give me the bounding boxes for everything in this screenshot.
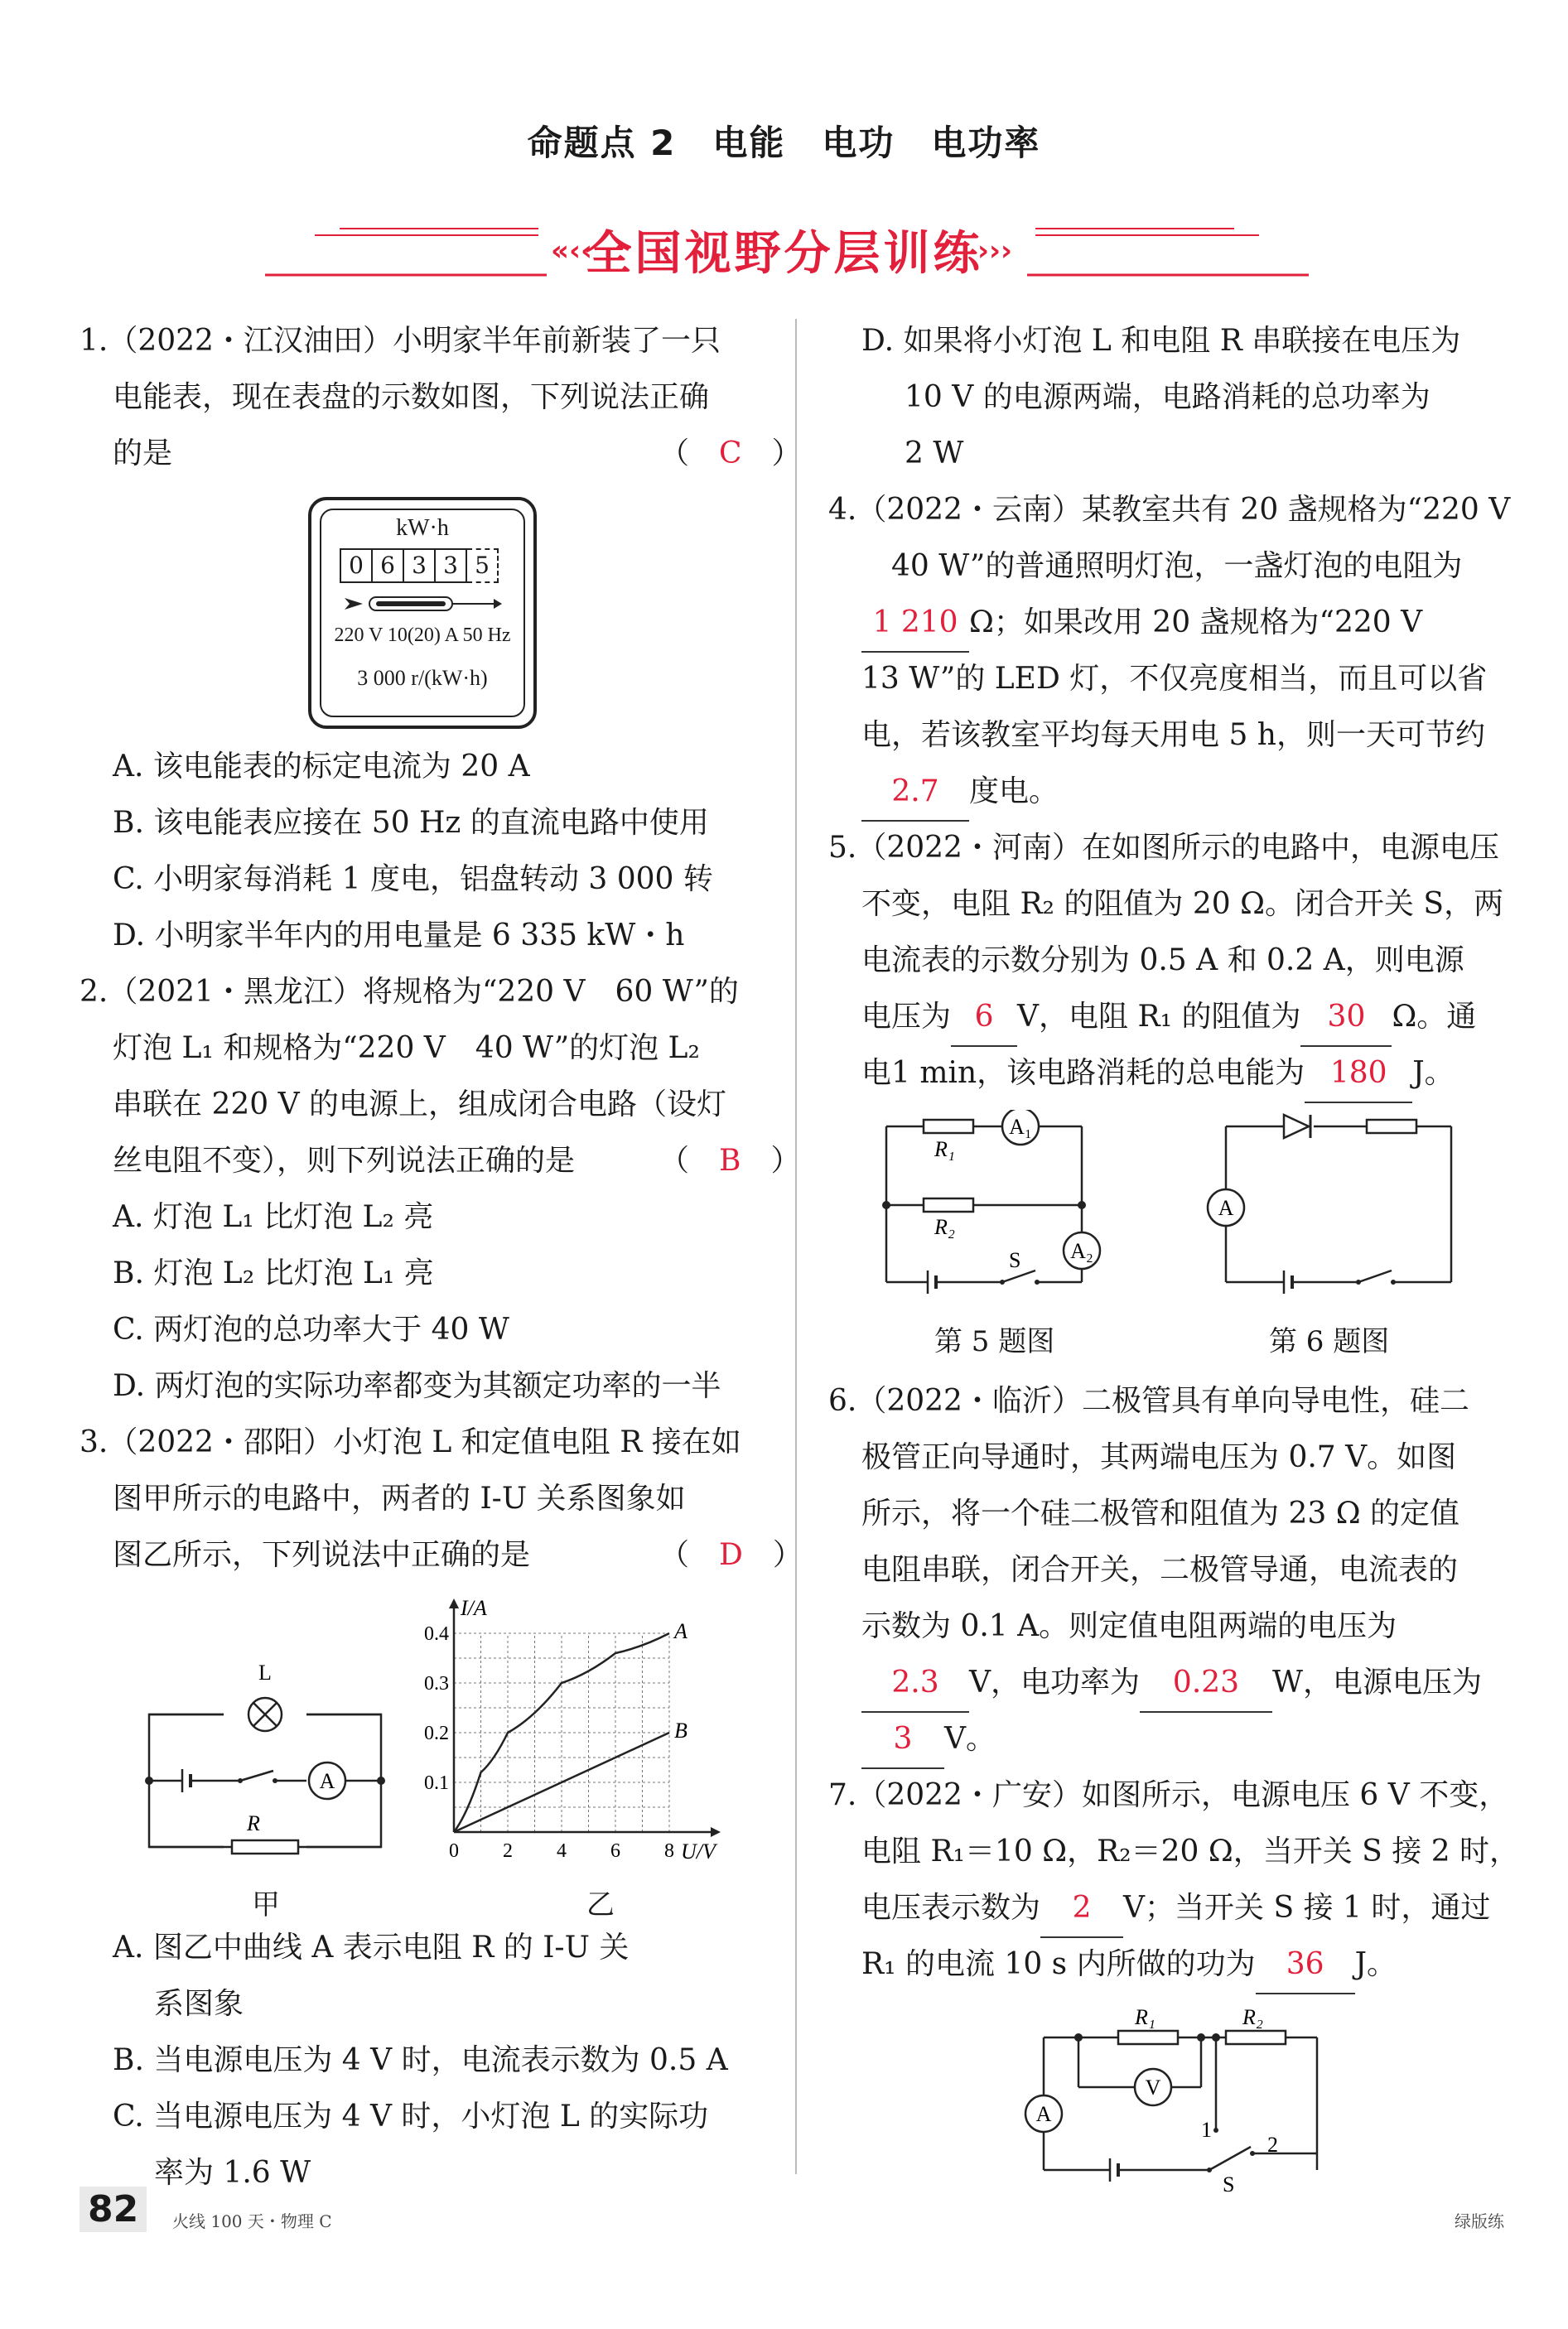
column-divider bbox=[795, 319, 797, 2174]
resistor-icon bbox=[232, 1840, 298, 1854]
q5-r1-label: R₁ bbox=[934, 1137, 955, 1161]
q7-line1: 7.（2022・广安）如图所示，电源电压 6 V 不变， bbox=[828, 1778, 1509, 1812]
q2-line1: 2.（2021・黑龙江）将规格为“220 V 60 W”的 bbox=[80, 975, 739, 1009]
q5-switch-label: S bbox=[1009, 1248, 1021, 1272]
q5-a1-label: A₁ bbox=[1009, 1115, 1032, 1139]
q2-option-a: A. 灯泡 L₁ 比灯泡 L₂ 亮 bbox=[113, 1200, 434, 1234]
q2-option-b: B. 灯泡 L₂ 比灯泡 L₁ 亮 bbox=[113, 1256, 434, 1290]
q6-circuit-diagram bbox=[1193, 1110, 1466, 1300]
chart-x-tick-label: 2 bbox=[503, 1840, 513, 1862]
q6-line7-text: V。 bbox=[944, 1722, 996, 1756]
q1-line3: 的是 bbox=[113, 436, 173, 470]
chart-y-arrow-icon bbox=[449, 1598, 459, 1608]
q2-option-c: C. 两灯泡的总功率大于 40 W bbox=[113, 1313, 509, 1347]
q6-fig-caption: 第 6 题图 bbox=[1269, 1325, 1390, 1358]
q3-option-c-line1: C. 当电源电压为 4 V 时，小灯泡 L 的实际功 bbox=[113, 2100, 709, 2134]
q3-line2: 图甲所示的电路中，两者的 I-U 关系图象如 bbox=[113, 1482, 686, 1516]
q6-line2: 极管正向导通时，其两端电压为 0.7 V。如图 bbox=[861, 1440, 1457, 1474]
q4-blank-2: 2.7 bbox=[861, 764, 969, 822]
footer-book-title: 火线 100 天・物理 C bbox=[172, 2211, 332, 2231]
q5-a2-label: A₂ bbox=[1070, 1239, 1093, 1263]
q5-r2-label: R₂ bbox=[934, 1215, 955, 1239]
q3-line1: 3.（2022・邵阳）小灯泡 L 和定值电阻 R 接在如 bbox=[80, 1425, 741, 1459]
q7-terminal-1: 1 bbox=[1201, 2118, 1212, 2142]
q6-line4: 电阻串联，闭合开关，二极管导通，电流表的 bbox=[861, 1553, 1459, 1587]
q2-option-d: D. 两灯泡的实际功率都变为其额定功率的一半 bbox=[113, 1369, 721, 1403]
q6-line7 bbox=[861, 1711, 996, 1769]
meter-digit: 3 bbox=[436, 548, 467, 583]
q1-line1: 1.（2022・江汉油田）小明家半年前新装了一只 bbox=[80, 324, 721, 358]
q6-ammeter-label: A bbox=[1218, 1196, 1234, 1220]
q7-switch-label: S bbox=[1223, 2172, 1235, 2195]
chart-y-tick-label: 0.3 bbox=[424, 1673, 449, 1695]
q1-option-c: C. 小明家每消耗 1 度电，铝盘转动 3 000 转 bbox=[113, 862, 713, 896]
q3-option-d-line3: 2 W bbox=[905, 436, 964, 470]
q1-option-d: D. 小明家半年内的用电量是 6 335 kW・h bbox=[113, 919, 685, 952]
chart-series-label: B bbox=[674, 1719, 688, 1743]
q5-line4-b: V，电阻 R₁ 的阻值为 bbox=[1017, 1000, 1301, 1034]
q7-voltmeter-label: V bbox=[1145, 2076, 1161, 2100]
q4-line6-text: 度电。 bbox=[969, 774, 1059, 808]
section-title: 命题点 2 电能 电功 电功率 bbox=[527, 123, 1041, 163]
chart-series-label: A bbox=[674, 1619, 688, 1643]
q3-option-a-line1: A. 图乙中曲线 A 表示电阻 R 的 I-U 关 bbox=[113, 1931, 630, 1965]
q3-option-b: B. 当电源电压为 4 V 时，电流表示数为 0.5 A bbox=[113, 2043, 728, 2077]
ammeter-label: A bbox=[319, 1769, 335, 1793]
q5-line2: 不变，电阻 R₂ 的阻值为 20 Ω。闭合开关 S，两 bbox=[861, 887, 1504, 921]
q7-circuit-diagram bbox=[1019, 2004, 1334, 2195]
q7-line4 bbox=[861, 1936, 1397, 1994]
q7-line3 bbox=[861, 1880, 1490, 1938]
q2-answer: B bbox=[719, 1144, 741, 1178]
meter-spec-2: 3 000 r/(kW·h) bbox=[357, 666, 488, 690]
chart-x-tick-label: 6 bbox=[610, 1840, 620, 1862]
meter-spec-1: 220 V 10(20) A 50 Hz bbox=[334, 624, 511, 646]
q1-answer: C bbox=[719, 436, 742, 470]
q7-r1-label: R₁ bbox=[1135, 2005, 1155, 2029]
q3-option-d-line2: 10 V 的电源两端，电路消耗的总功率为 bbox=[905, 380, 1430, 414]
q5-circuit-diagram bbox=[878, 1110, 1127, 1300]
banner-title: 全国视野分层训练 bbox=[585, 227, 983, 281]
q5-blank-3: 180 bbox=[1305, 1045, 1412, 1103]
svg-text:›››: ››› bbox=[977, 234, 1013, 268]
q7-blank-2: 36 bbox=[1256, 1936, 1355, 1994]
meter-digit-decimal: 5 bbox=[467, 548, 499, 583]
chart-y-label: I/A bbox=[461, 1598, 487, 1620]
q5-line5-a: 电1 min，该电路消耗的总电能为 bbox=[861, 1056, 1305, 1090]
q3-option-c-line2: 率为 1.6 W bbox=[154, 2156, 311, 2190]
q4-line4: 13 W”的 LED 灯，不仅亮度相当，而且可以省 bbox=[861, 662, 1488, 696]
q4-line5: 电，若该教室平均每天用电 5 h，则一天可节约 bbox=[861, 718, 1485, 752]
chart-y-tick-label: 0.4 bbox=[424, 1623, 449, 1645]
q3-option-d-line1: D. 如果将小灯泡 L 和电阻 R 串联接在电压为 bbox=[861, 324, 1461, 358]
q4-line3 bbox=[861, 595, 1422, 653]
q6-line6 bbox=[861, 1655, 1482, 1713]
chart-y-tick-label: 0.2 bbox=[424, 1723, 449, 1744]
q3-answer-bracket: （ D ） bbox=[659, 1538, 803, 1572]
page-number: 82 bbox=[80, 2187, 147, 2232]
q5-blank-1: 6 bbox=[951, 989, 1017, 1047]
q2-answer-bracket: （ B ） bbox=[659, 1144, 801, 1178]
q5-blank-2: 30 bbox=[1300, 989, 1392, 1047]
q2-line2: 灯泡 L₁ 和规格为“220 V 40 W”的灯泡 L₂ bbox=[113, 1031, 700, 1065]
q6-blank-3: 3 bbox=[861, 1711, 944, 1769]
q6-line3: 所示，将一个硅二极管和阻值为 23 Ω 的定值 bbox=[861, 1497, 1459, 1531]
q1-answer-bracket: （ C ） bbox=[659, 436, 802, 470]
chart-x-tick-label: 4 bbox=[557, 1840, 567, 1862]
q6-blank-1: 2.3 bbox=[861, 1655, 969, 1713]
q5-line5 bbox=[861, 1045, 1455, 1103]
q4-line3-text: Ω；如果改用 20 盏规格为“220 V bbox=[969, 605, 1423, 639]
q7-line3-b: V；当开关 S 接 1 时，通过 bbox=[1123, 1891, 1491, 1925]
q3-fig-right-label: 乙 bbox=[586, 1888, 615, 1922]
lamp-label: L bbox=[258, 1661, 272, 1685]
q5-line1: 5.（2022・河南）在如图所示的电路中，电源电压 bbox=[828, 831, 1499, 865]
q4-blank-1: 1 210 bbox=[861, 595, 969, 653]
q5-line4-c: Ω。通 bbox=[1392, 1000, 1477, 1034]
q6-line6-b: W，电源电压为 bbox=[1272, 1666, 1483, 1700]
q5-fig-caption: 第 5 题图 bbox=[934, 1325, 1055, 1358]
q3-circuit-diagram bbox=[141, 1656, 398, 1888]
q3-answer: D bbox=[719, 1538, 743, 1572]
q7-line4-b: J。 bbox=[1354, 1947, 1397, 1981]
energy-meter bbox=[308, 497, 537, 729]
footer-right-tag: 绿版练 bbox=[1455, 2211, 1504, 2231]
diode-icon bbox=[1284, 1115, 1309, 1138]
q1-option-a: A. 该电能表的标定电流为 20 A bbox=[113, 750, 530, 784]
q5-line4-a: 电压为 bbox=[861, 1000, 952, 1034]
q2-line3: 串联在 220 V 的电源上，组成闭合电路（设灯 bbox=[113, 1087, 727, 1121]
q5-line4 bbox=[861, 989, 1476, 1047]
meter-digit: 6 bbox=[373, 548, 404, 583]
q7-line2: 电阻 R₁＝10 Ω，R₂＝20 Ω，当开关 S 接 2 时， bbox=[861, 1835, 1520, 1869]
q2-line4: 丝电阻不变），则下列说法正确的是 bbox=[113, 1144, 576, 1178]
q6-line6-a: V，电功率为 bbox=[969, 1666, 1140, 1700]
chart-x-arrow-icon bbox=[711, 1827, 721, 1837]
q4-line2: 40 W”的普通照明灯泡，一盏灯泡的电阻为 bbox=[891, 549, 1463, 583]
q4-line6 bbox=[861, 764, 1059, 822]
q7-blank-1: 2 bbox=[1040, 1880, 1123, 1938]
chart-x-label: U/V bbox=[681, 1840, 716, 1864]
q6-line5: 示数为 0.1 A。则定值电阻两端的电压为 bbox=[861, 1609, 1397, 1643]
q7-terminal-2: 2 bbox=[1267, 2133, 1278, 2157]
q7-line3-a: 电压表示数为 bbox=[861, 1891, 1041, 1925]
q1-option-b: B. 该电能表应接在 50 Hz 的直流电路中使用 bbox=[113, 806, 709, 840]
chart-y-tick-label: 0.1 bbox=[424, 1772, 449, 1794]
q3-option-a-line2: 系图象 bbox=[154, 1987, 244, 2021]
q6-blank-2: 0.23 bbox=[1140, 1655, 1272, 1713]
chart-x-tick-label: 0 bbox=[449, 1840, 459, 1862]
q5-line5-b: J。 bbox=[1412, 1056, 1455, 1090]
svg-text:«‹‹: «‹‹ bbox=[551, 234, 592, 268]
meter-digit: 0 bbox=[340, 548, 373, 583]
iu-chart bbox=[414, 1598, 729, 1872]
q6-line1: 6.（2022・临沂）二极管具有单向导电性，硅二 bbox=[828, 1384, 1469, 1418]
meter-unit: kW·h bbox=[396, 515, 449, 541]
q4-line1: 4.（2022・云南）某教室共有 20 盏规格为“220 V bbox=[828, 493, 1511, 527]
meter-digit: 3 bbox=[404, 548, 436, 583]
resistor-label: R bbox=[247, 1811, 260, 1835]
q1-line2: 电能表，现在表盘的示数如图，下列说法正确 bbox=[113, 380, 710, 414]
meter-digits bbox=[340, 548, 499, 583]
q5-line3: 电流表的示数分别为 0.5 A 和 0.2 A，则电源 bbox=[861, 943, 1464, 977]
meter-disc-arrow-icon bbox=[345, 591, 502, 616]
chart-x-tick-label: 8 bbox=[664, 1840, 674, 1862]
q7-line4-a: R₁ 的电流 10 s 内所做的功为 bbox=[861, 1947, 1256, 1981]
q3-fig-left-label: 甲 bbox=[252, 1888, 280, 1922]
q7-r2-label: R₂ bbox=[1242, 2005, 1263, 2029]
q3-line3: 图乙所示，下列说法中正确的是 bbox=[113, 1538, 531, 1572]
q7-ammeter-label: A bbox=[1035, 2102, 1052, 2126]
